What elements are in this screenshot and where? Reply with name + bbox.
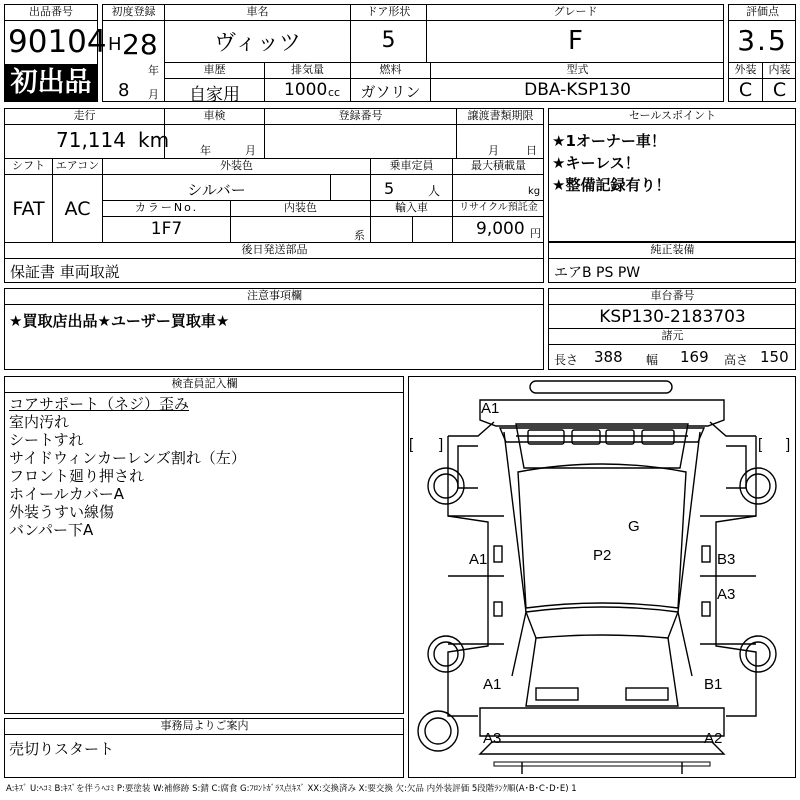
regno-label: 登録番号 [338, 109, 383, 122]
damage-roof: P2 [593, 547, 612, 564]
bracket-left-close: ] [439, 436, 444, 453]
shift-label: シフト [12, 159, 45, 172]
ac: AC [64, 198, 91, 220]
model-label: 型式 [566, 63, 589, 76]
damage-front-left: A1 [481, 400, 500, 417]
color-no: 1F7 [150, 219, 183, 239]
bracket-right-close: ] [786, 436, 791, 453]
interior-color-unit: 系 [354, 229, 365, 242]
import-label: 輸入車 [395, 201, 428, 214]
damage-rear-bumper-left: A3 [483, 730, 502, 747]
score-label: 評価点 [746, 5, 779, 18]
transfer-label: 譲渡書類期限 [467, 109, 534, 122]
mileage-unit: km [138, 128, 170, 152]
car-name: ヴィッツ [214, 31, 301, 56]
inspector-line: フロント廻り押され [9, 467, 145, 485]
sales-label: セールスポイント [628, 109, 716, 122]
fuel: ガソリン [360, 83, 421, 101]
grade-label: グレード [553, 5, 598, 18]
inspector-line: ホイールカバーA [9, 485, 124, 503]
inspection-label: 車検 [203, 109, 226, 122]
month-unit: 月 [148, 88, 159, 101]
equipment: エアB PS PW [554, 265, 641, 281]
color-no-label: カラーNo. [134, 201, 199, 214]
fuel-label: 燃料 [379, 63, 402, 76]
damage-left-door: A1 [469, 551, 488, 568]
door-label: ドア形状 [366, 5, 411, 18]
later-parts: 保証書 車両取説 [10, 263, 120, 281]
recycle-unit: 円 [530, 227, 541, 240]
year-unit: 年 [148, 64, 159, 77]
notes-label: 注意事項欄 [247, 289, 302, 302]
sales-item: ★1オーナー車！ [552, 132, 666, 150]
sales-item: ★整備記録有り！ [552, 176, 671, 194]
exterior-color: シルバー [187, 181, 246, 199]
lot-label: 出品番号 [5, 5, 97, 21]
inspector-notes [9, 395, 246, 539]
inspector-line: シートすれ [9, 431, 84, 449]
recycle-label: リサイクル預託金 [459, 202, 538, 213]
inspector-line: 外装うすい線傷 [9, 503, 115, 521]
displacement: 1000 [284, 80, 328, 100]
width: 169 [680, 348, 709, 366]
load-unit: kg [528, 186, 541, 197]
shift: FAT [12, 198, 45, 220]
specs-label: 諸元 [661, 329, 684, 342]
chassis-number: KSP130-2183703 [599, 307, 746, 327]
bracket-left-open: [ [409, 436, 414, 453]
height: 150 [760, 348, 789, 366]
inspector-label: 検査員記入欄 [171, 377, 238, 390]
sales-item: ★キーレス！ [552, 154, 640, 172]
car-diagram-svg [408, 376, 796, 778]
damage-right-rear-door: A3 [717, 586, 736, 603]
inspector-line: 室内汚れ [9, 413, 70, 431]
inspector-line: バンパー下A [9, 521, 94, 539]
displacement-unit: cc [328, 86, 341, 99]
era: H [108, 34, 122, 55]
damage-glass: G [628, 518, 640, 535]
interior-grade: C [772, 79, 787, 101]
grade: F [568, 26, 583, 56]
mileage-label: 走行 [73, 109, 96, 122]
inspector-line: コアサポート（ネジ）歪み [9, 395, 190, 413]
inspector-line: サイドウィンカーレンズ割れ（左） [9, 449, 246, 467]
damage-right-door: B3 [717, 551, 736, 568]
reg-month: 8 [118, 80, 130, 101]
damage-left-rear: A1 [483, 676, 502, 693]
history-label: 車歴 [203, 63, 226, 76]
equipment-label: 純正装備 [650, 243, 695, 256]
reg-label: 初度登録 [111, 5, 156, 18]
interior-color-label: 内装色 [284, 201, 317, 214]
score: 3.5 [737, 24, 788, 57]
capacity: 5 [384, 179, 395, 198]
chassis-label: 車台番号 [650, 289, 695, 302]
office-note: 売切りスタート [9, 740, 115, 758]
displacement-label: 排気量 [291, 63, 324, 76]
notes: ★買取店出品★ユーザー買取車★ [9, 312, 230, 330]
transfer-day-unit: 日 [526, 144, 537, 157]
recycle: 9,000 [476, 219, 525, 239]
doors: 5 [381, 28, 396, 53]
mileage: 71,114 [56, 128, 126, 152]
first-listing-badge: 初出品 [5, 64, 97, 101]
transfer-month-unit: 月 [488, 144, 499, 157]
length-label: 長さ [554, 353, 579, 367]
inspection-month-unit: 月 [245, 144, 256, 157]
exterior-label: 外装 [734, 63, 757, 76]
width-label: 幅 [646, 353, 659, 367]
name-label: 車名 [246, 5, 269, 18]
capacity-unit: 人 [428, 184, 441, 198]
load-label: 最大積載量 [471, 159, 526, 172]
capacity-label: 乗車定員 [389, 159, 434, 172]
later-label: 後日発送部品 [241, 243, 308, 256]
exterior-grade: C [738, 79, 753, 101]
damage-rear-bumper-right: A2 [704, 730, 723, 747]
height-label: 高さ [724, 353, 749, 367]
legend-footer: A:ｷｽﾞ U:ﾍｺﾐ B:ｷｽﾞを伴うﾍｺﾐ P:要塗装 W:補修跡 S:錆 C:腐食 G:ﾌﾛﾝﾄｶﾞﾗｽ点ｷｽﾞ XX:交換済み X:要交換 欠:欠品 内外装評価 5段階ﾗﾝｸ順(A･B･C･D･E) 1 [6, 784, 577, 794]
ac-label: エアコン [55, 159, 100, 172]
interior-label: 内装 [768, 63, 791, 76]
history: 自家用 [189, 85, 240, 105]
exterior-color-label: 外装色 [220, 159, 253, 172]
length: 388 [594, 348, 623, 366]
bracket-right-open: [ [758, 436, 763, 453]
model: DBA-KSP130 [524, 80, 631, 100]
reg-year: 28 [122, 28, 158, 61]
inspection-year-unit: 年 [200, 144, 211, 157]
office-label: 事務局よりご案内 [160, 719, 249, 732]
lot-number: 90104 [8, 24, 107, 60]
damage-right-rear: B1 [704, 676, 723, 693]
